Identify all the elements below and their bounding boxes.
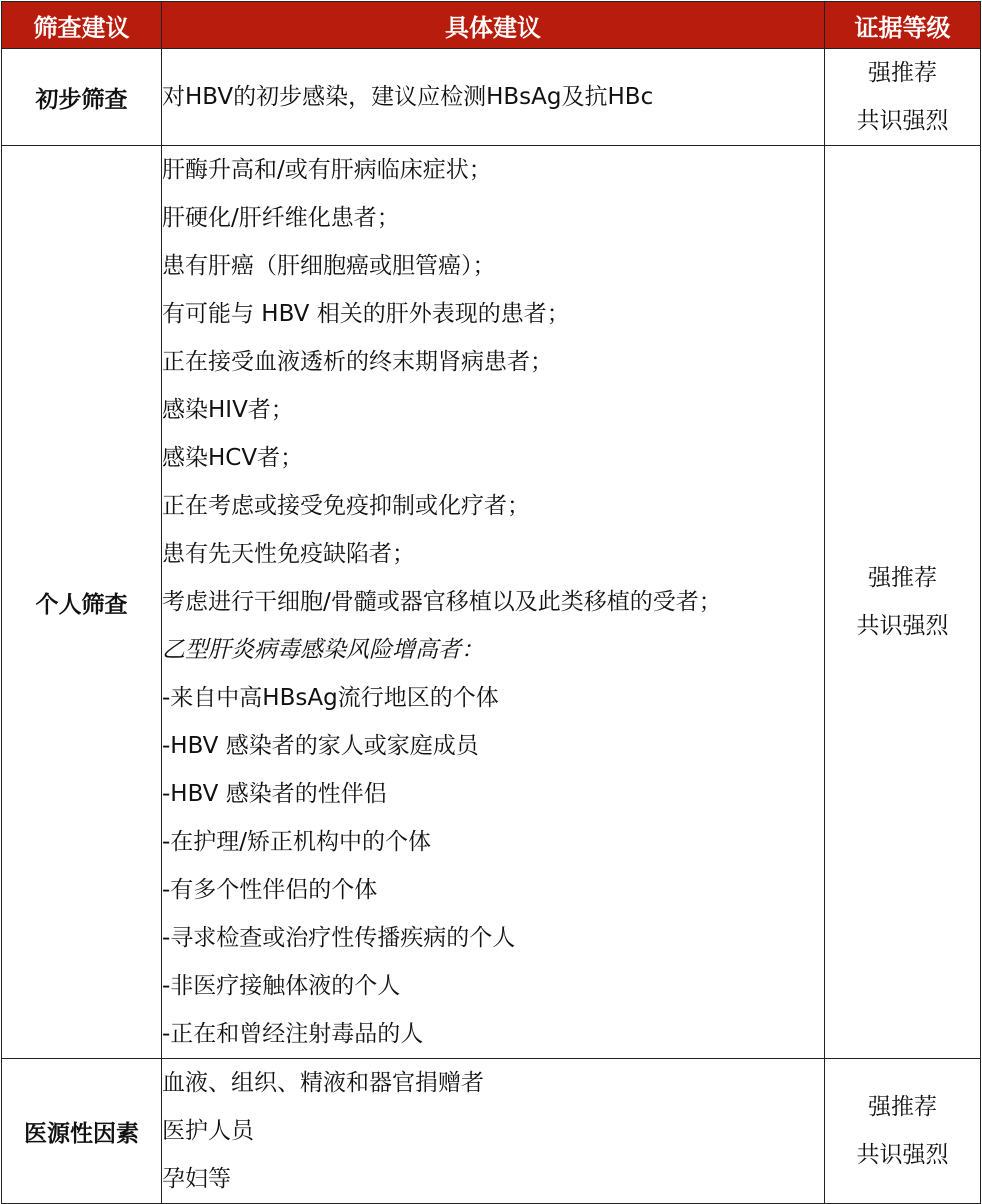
detail-item: 肝硬化/肝纤维化患者； [162, 205, 400, 231]
detail-cell [162, 1059, 825, 1204]
table-row-individual-screening [2, 146, 981, 1059]
evidence-level-cell [825, 49, 981, 146]
evidence-level-cell [825, 146, 981, 1059]
detail-item: 患有先天性免疫缺陷者； [162, 541, 415, 567]
table-row-iatrogenic-factors [2, 1059, 981, 1204]
consensus-strength: 共识强烈 [856, 108, 949, 134]
category-cell: 医源性因素 [2, 1059, 162, 1204]
recommendation-strength: 强推荐 [868, 565, 937, 591]
detail-subitem: -寻求检查或治疗性传播疾病的个人 [162, 925, 516, 951]
detail-item: 正在接受血液透析的终末期肾病患者； [162, 349, 553, 375]
detail-item: 医护人员 [162, 1118, 254, 1144]
detail-item: 血液、组织、精液和器官捐赠者 [162, 1070, 484, 1096]
risk-group-heading: 乙型肝炎病毒感染风险增高者： [162, 637, 484, 663]
header-specific-advice: 具体建议 [162, 2, 825, 49]
table-row-initial-screening [2, 49, 981, 146]
detail-subitem: -HBV 感染者的性伴侣 [162, 781, 387, 807]
detail-item: 考虑进行干细胞/骨髓或器官移植以及此类移植的受者； [162, 589, 722, 615]
table-header-row [2, 2, 981, 49]
header-screening-advice: 筛查建议 [2, 2, 162, 49]
detail-subitem: -在护理/矫正机构中的个体 [162, 829, 432, 855]
detail-item: 感染HCV者； [162, 445, 304, 471]
detail-item: 感染HIV者； [162, 397, 294, 423]
detail-subitem: -正在和曾经注射毒品的人 [162, 1021, 424, 1047]
detail-item: 孕妇等 [162, 1166, 231, 1192]
detail-item: 有可能与 HBV 相关的肝外表现的患者； [162, 301, 570, 327]
detail-cell [162, 146, 825, 1059]
detail-subitem: -来自中高HBsAg流行地区的个体 [162, 685, 499, 711]
category-cell: 初步筛查 [2, 49, 162, 146]
category-cell: 个人筛查 [2, 146, 162, 1059]
consensus-strength: 共识强烈 [856, 613, 949, 639]
screening-recommendations-table [1, 1, 981, 1204]
evidence-level-cell [825, 1059, 981, 1204]
detail-subitem: -有多个性伴侣的个体 [162, 877, 378, 903]
detail-subitem: -HBV 感染者的家人或家庭成员 [162, 733, 479, 759]
recommendation-strength: 强推荐 [868, 60, 937, 86]
detail-subitem: -非医疗接触体液的个人 [162, 973, 401, 999]
recommendation-strength: 强推荐 [868, 1094, 937, 1120]
detail-item: 肝酶升高和/或有肝病临床症状； [162, 157, 492, 183]
detail-item: 对HBV的初步感染，建议应检测HBsAg及抗HBc [162, 84, 654, 110]
consensus-strength: 共识强烈 [856, 1142, 949, 1168]
header-evidence-level: 证据等级 [825, 2, 981, 49]
detail-item: 患有肝癌（肝细胞癌或胆管癌）； [162, 253, 496, 279]
detail-item: 正在考虑或接受免疫抑制或化疗者； [162, 493, 530, 519]
detail-cell [162, 49, 825, 146]
